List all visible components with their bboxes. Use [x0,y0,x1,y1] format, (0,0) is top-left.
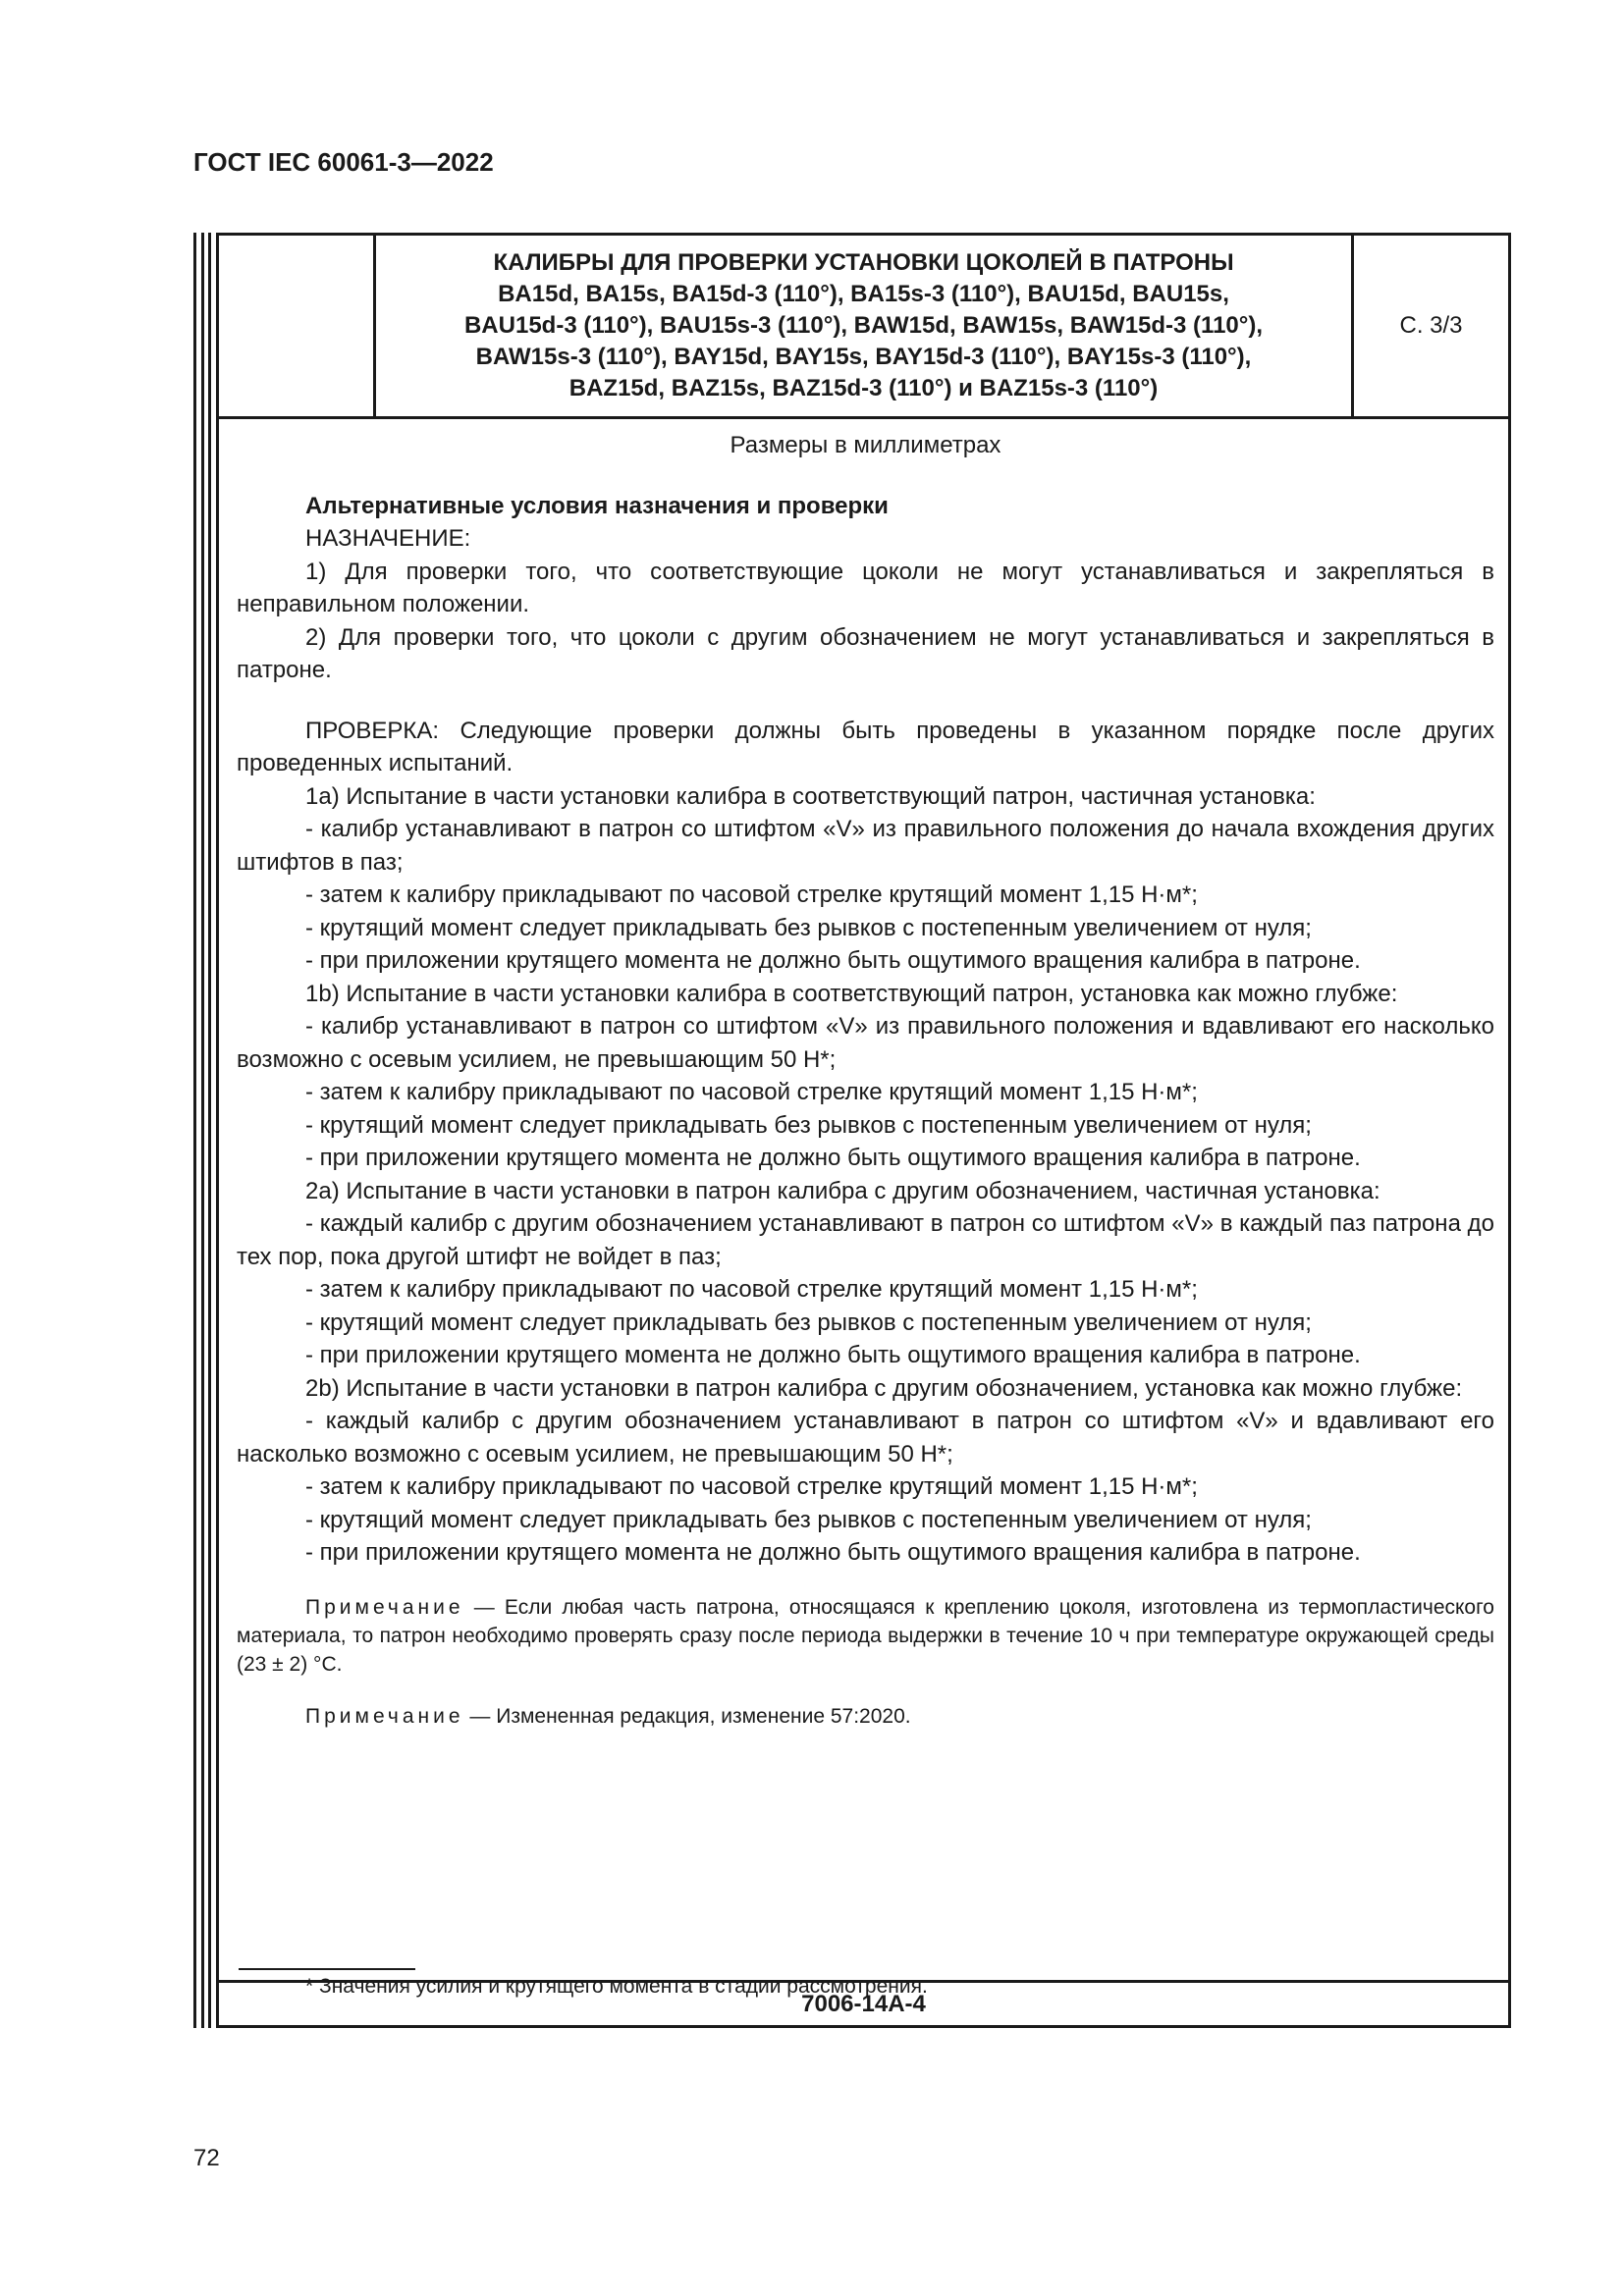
sheet-code: 7006-14A-4 [219,1980,1508,2025]
binding-line [193,233,196,2028]
check-item: 2b) Испытание в части установки в патрон калибра с другим обозначением, установка как можно глубже: [305,1374,1463,1402]
page-number: 72 [193,2145,220,2171]
check-item: - каждый калибр с другим обозначением устанавливают в патрон со штифтом «V» и вдавливают его насколько возможно с осевым усилием, не превышающим 50 Н*; [237,1408,1494,1468]
check-item: - при приложении крутящего момента не должно быть ощутимого вращения калибра в патроне. [305,1342,1361,1368]
sheet-number: С. 3/3 [1351,236,1508,416]
purpose-item: 2) Для проверки того, что цоколи с другим обозначением не могут устанавливаться и закрепляться в патроне. [237,623,1494,683]
check-item: - крутящий момент следует прикладывать без рывков с постепенным увеличением от нуля; [305,1308,1312,1336]
note-text: — Измененная редакция, изменение 57:2020. [463,1704,911,1728]
check-item: - затем к калибру прикладывают по часовой стрелке крутящий момент 1,15 Н·м*; [305,1079,1198,1105]
title-block [219,236,1508,419]
title-line: BAZ15d, BAZ15s, BAZ15d-3 (110°) и BAZ15s-3 (110°) [568,375,1159,401]
check-item: - затем к калибру прикладывают по часовой стрелке крутящий момент 1,15 Н·м*; [305,1473,1198,1500]
note [237,1593,1494,1679]
binding-line [208,233,211,2028]
title-line: BAW15s-3 (110°), BAY15d, BAY15s, BAY15d-3 (110°), BAY15s-3 (110°), [475,344,1252,370]
note-label: Примечание [305,1595,464,1619]
title-line: BA15d, BA15s, BA15d-3 (110°), BA15s-3 (110°), BAU15d, BAU15s, [498,281,1229,307]
document-id: ГОСТ IEC 60061-3—2022 [193,147,494,177]
note-label: Примечание [305,1704,464,1728]
document-body [237,419,1494,1731]
title-block-left-cell [219,236,376,416]
check-item: - каждый калибр с другим обозначением устанавливают в патрон со штифтом «V» в каждый паз патрона до тех пор, пока другой штифт не войдет в паз; [237,1210,1494,1270]
units-caption: Размеры в миллиметрах [730,432,1001,458]
check-item: - крутящий момент следует прикладывать без рывков с постепенным увеличением от нуля; [305,914,1312,941]
check-item: - при приложении крутящего момента не должно быть ощутимого вращения калибра в патроне. [305,1145,1361,1171]
check-item: - калибр устанавливают в патрон со штифтом «V» из правильного положения до начала вхождения других штифтов в паз; [237,816,1494,876]
binding-line [201,233,204,2028]
check-item: 1a) Испытание в части установки калибра в соответствующий патрон, частичная установка: [305,782,1316,810]
purpose-label: НАЗНАЧЕНИЕ: [305,525,471,552]
section-title: Альтернативные условия назначения и проверки [305,492,889,519]
check-item: - крутящий момент следует прикладывать без рывков с постепенным увеличением от нуля; [305,1111,1312,1139]
title-line: КАЛИБРЫ ДЛЯ ПРОВЕРКИ УСТАНОВКИ ЦОКОЛЕЙ В ПАТРОНЫ [493,249,1234,276]
check-item: - калибр устанавливают в патрон со штифтом «V» из правильного положения и вдавливают его насколько возможно с осевым усилием, не превышающим 50 Н*; [237,1013,1494,1073]
check-item: - при приложении крутящего момента не должно быть ощутимого вращения калибра в патроне. [305,1539,1361,1566]
check-intro: ПРОВЕРКА: Следующие проверки должны быть проведены в указанном порядке после других проведенных испытаний. [237,717,1494,776]
note-text: — Если любая часть патрона, относящаяся к креплению цоколя, изготовлена из термопластического материала, то патрон необходимо проверять сразу после периода выдержки в течение 10 ч при температуре окружающей среды (23 ± 2) °С. [237,1595,1494,1676]
check-item: 1b) Испытание в части установки калибра в соответствующий патрон, установка как можно глубже: [305,980,1398,1007]
check-item: - затем к калибру прикладывают по часовой стрелке крутящий момент 1,15 Н·м*; [305,881,1198,908]
title-line: BAU15d-3 (110°), BAU15s-3 (110°), BAW15d, BAW15s, BAW15d-3 (110°), [463,312,1264,339]
sheet-frame [216,233,1511,2028]
check-item: 2a) Испытание в части установки в патрон калибра с другим обозначением, частичная установка: [305,1177,1380,1204]
check-item: - крутящий момент следует прикладывать без рывков с постепенным увеличением от нуля; [305,1506,1312,1533]
purpose-item: 1) Для проверки того, что соответствующие цоколи не могут устанавливаться и закрепляться в неправильном положении. [237,558,1494,617]
footnote: * Значения усилия и крутящего момента в стадии рассмотрения. [305,1975,928,1998]
title-block-title [376,236,1351,416]
note [237,1702,1494,1731]
check-item: - затем к калибру прикладывают по часовой стрелке крутящий момент 1,15 Н·м*; [305,1276,1198,1303]
check-item: - при приложении крутящего момента не должно быть ощутимого вращения калибра в патроне. [305,947,1361,974]
footnote-separator [239,1968,415,1970]
